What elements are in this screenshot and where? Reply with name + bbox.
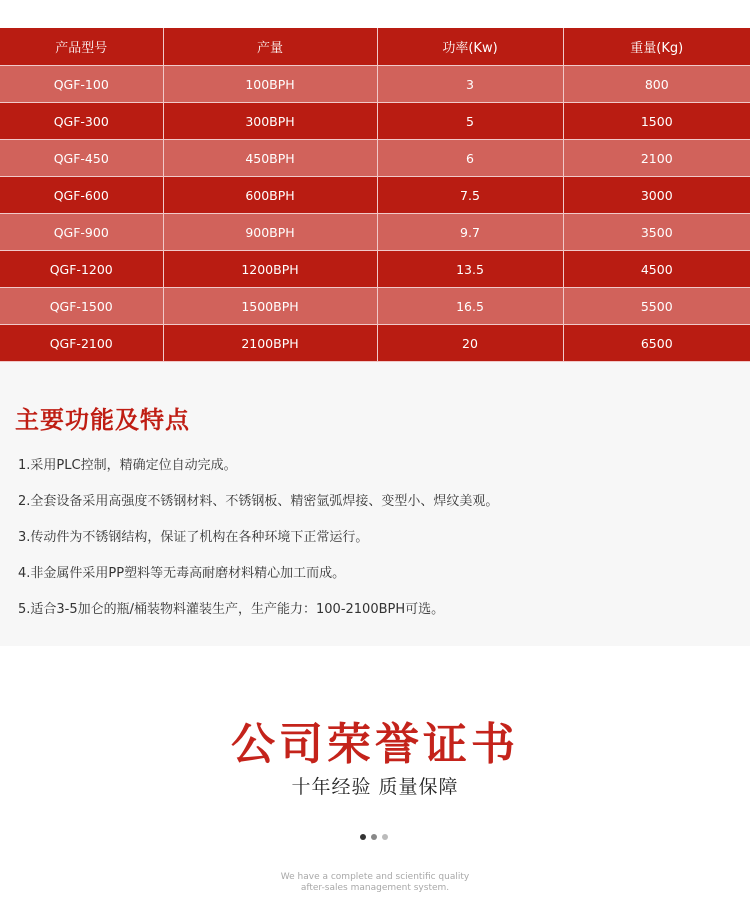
cell-output: 300BPH (163, 103, 377, 140)
cell-weight: 3500 (563, 214, 750, 251)
spec-table (0, 28, 750, 362)
slogan-line: after-sales management system. (300, 883, 450, 893)
carousel-dots (360, 834, 388, 840)
cell-output: 450BPH (163, 140, 377, 177)
slogan (0, 872, 750, 894)
cell-weight: 5500 (563, 288, 750, 325)
cell-model: QGF-100 (0, 66, 163, 103)
cell-model: QGF-600 (0, 177, 163, 214)
slogan-line: We have a complete and scientific quality (280, 872, 470, 882)
carousel-dot-active[interactable] (360, 834, 366, 840)
cell-weight: 3000 (563, 177, 750, 214)
feature-item: 3.传动件为不锈钢结构，保证了机构在各种环境下正常运行。 (18, 530, 369, 545)
table-row (0, 140, 750, 177)
top-spacer (0, 0, 750, 28)
cell-output: 2100BPH (163, 325, 377, 362)
cell-power: 13.5 (377, 251, 563, 288)
cell-model: QGF-1200 (0, 251, 163, 288)
feature-item: 5.适合3-5加仑的瓶/桶装物料灌装生产，生产能力：100-2100BPH可选。 (18, 602, 445, 617)
table-row (0, 66, 750, 103)
cell-model: QGF-2100 (0, 325, 163, 362)
certificates-section (0, 646, 750, 916)
carousel-dot[interactable] (382, 834, 388, 840)
cell-power: 16.5 (377, 288, 563, 325)
table-row (0, 325, 750, 362)
cell-model: QGF-450 (0, 140, 163, 177)
table-row (0, 251, 750, 288)
header-weight: 重量(Kg) (563, 28, 750, 66)
feature-item: 1.采用PLC控制，精确定位自动完成。 (18, 458, 237, 473)
features-section (0, 362, 750, 646)
cell-model: QGF-900 (0, 214, 163, 251)
cell-output: 1200BPH (163, 251, 377, 288)
cell-power: 6 (377, 140, 563, 177)
feature-item: 4.非金属件采用PP塑料等无毒高耐磨材料精心加工而成。 (18, 566, 346, 581)
feature-list (18, 457, 498, 637)
cell-model: QGF-300 (0, 103, 163, 140)
feature-item: 2.全套设备采用高强度不锈钢材料、不锈钢板、精密氩弧焊接、变型小、焊纹美观。 (18, 494, 499, 509)
cell-output: 900BPH (163, 214, 377, 251)
certificates-title: 公司荣誉证书 (231, 719, 519, 770)
header-output: 产量 (163, 28, 377, 66)
cell-weight: 1500 (563, 103, 750, 140)
table-row (0, 177, 750, 214)
cell-weight: 800 (563, 66, 750, 103)
carousel-dot[interactable] (371, 834, 377, 840)
cell-power: 20 (377, 325, 563, 362)
header-model: 产品型号 (0, 28, 163, 66)
cell-output: 1500BPH (163, 288, 377, 325)
cell-model: QGF-1500 (0, 288, 163, 325)
cell-power: 7.5 (377, 177, 563, 214)
features-title: 主要功能及特点 (15, 406, 190, 434)
cell-output: 100BPH (163, 66, 377, 103)
cell-weight: 2100 (563, 140, 750, 177)
cell-power: 9.7 (377, 214, 563, 251)
table-row (0, 288, 750, 325)
certificates-subtitle: 十年经验 质量保障 (291, 776, 459, 798)
cell-power: 5 (377, 103, 563, 140)
table-row (0, 214, 750, 251)
table-row (0, 103, 750, 140)
cell-weight: 4500 (563, 251, 750, 288)
cell-weight: 6500 (563, 325, 750, 362)
header-power: 功率(Kw) (377, 28, 563, 66)
cell-power: 3 (377, 66, 563, 103)
cell-output: 600BPH (163, 177, 377, 214)
table-header-row (0, 28, 750, 66)
